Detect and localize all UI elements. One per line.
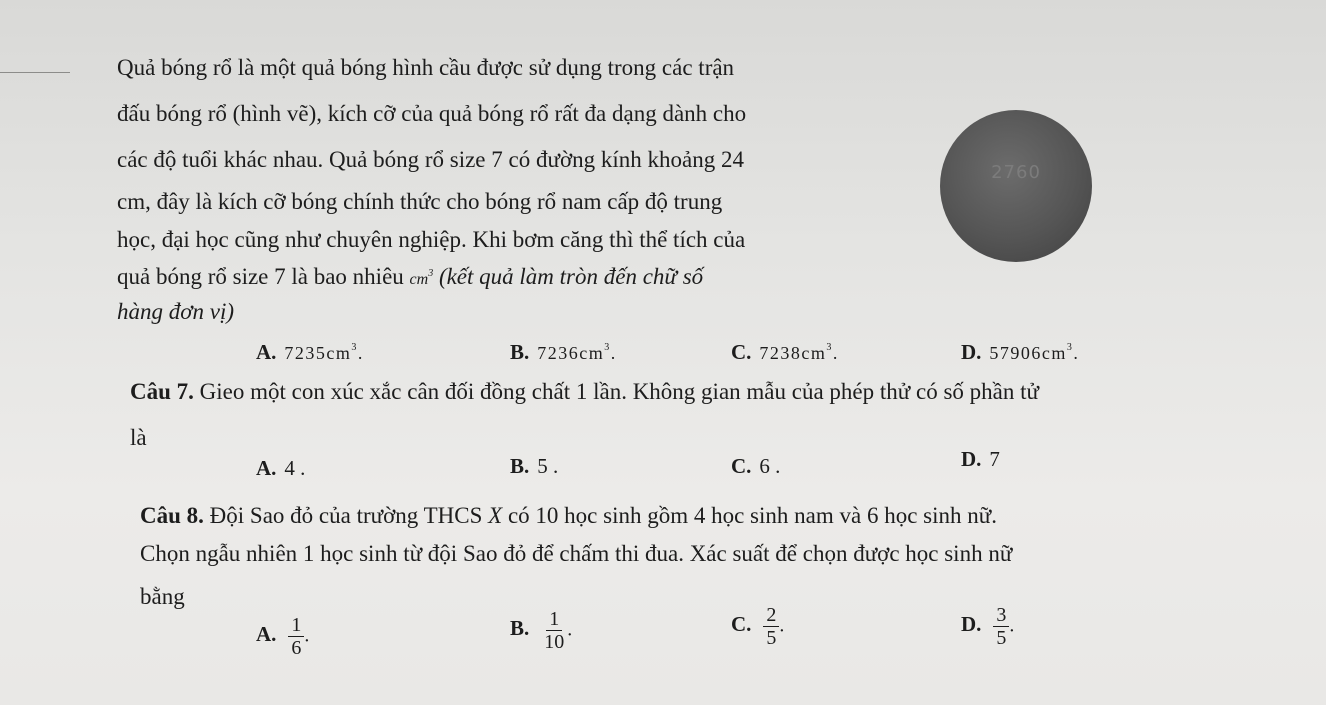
option-letter: A. bbox=[256, 456, 277, 480]
fraction-numerator: 2 bbox=[763, 604, 779, 627]
q6-unit-exp: 3 bbox=[428, 268, 434, 279]
q6-option-b bbox=[510, 334, 617, 367]
option-letter: A. bbox=[256, 622, 277, 647]
q8-option-b bbox=[510, 608, 572, 653]
q7-option-d bbox=[961, 445, 1000, 473]
option-letter: A. bbox=[256, 340, 277, 364]
q6-unit bbox=[409, 268, 434, 288]
option-letter: C. bbox=[731, 454, 752, 478]
fraction-numerator: 3 bbox=[993, 604, 1009, 627]
option-letter: B. bbox=[510, 454, 530, 478]
q8-school-x: X bbox=[488, 503, 503, 528]
q8-line-2: Chọn ngẫu nhiên 1 học sinh từ đội Sao đỏ để chấm thi đua. Xác suất để chọn được học sinh nữ bbox=[140, 541, 1013, 566]
fraction-denominator: 5 bbox=[996, 627, 1007, 649]
option-value: 4 . bbox=[284, 456, 306, 480]
option-tail: . bbox=[304, 624, 310, 647]
option-tail: . bbox=[832, 343, 839, 363]
q8-line-1 bbox=[140, 502, 997, 530]
fraction bbox=[993, 604, 1009, 649]
q6-line-1: Quả bóng rổ là một quả bóng hình cầu được sử dụng trong các trận bbox=[117, 55, 735, 80]
option-exp: 3 bbox=[604, 342, 611, 353]
q7-label: Câu 7. bbox=[130, 379, 194, 404]
q6-line-6-text: quả bóng rổ size 7 là bao nhiêu bbox=[117, 264, 404, 289]
option-tail: . bbox=[1009, 614, 1015, 637]
q6-unit-base: cm bbox=[409, 271, 429, 288]
q7-line-1 bbox=[130, 378, 1039, 406]
option-exp: 3 bbox=[1066, 342, 1074, 353]
option-letter: D. bbox=[961, 447, 982, 471]
q6-line-2: đấu bóng rổ (hình vẽ), kích cỡ của quả bóng rổ rất đa dạng dành cho bbox=[117, 101, 747, 126]
option-value: 7235cm bbox=[284, 343, 352, 363]
q7-text: Gieo một con xúc xắc cân đối đồng chất 1 lần. Không gian mẫu của phép thử có số phần tử bbox=[199, 379, 1039, 404]
q6-line-3: các độ tuổi khác nhau. Quả bóng rổ size 7 có đường kính khoảng 24 bbox=[117, 147, 744, 172]
fraction-denominator: 5 bbox=[766, 627, 777, 649]
q6-option-d bbox=[961, 334, 1079, 367]
fraction-numerator: 1 bbox=[546, 608, 562, 631]
q8-option-a bbox=[256, 614, 309, 659]
q8-line-3: bằng bbox=[140, 584, 185, 609]
q6-line-6 bbox=[117, 260, 703, 294]
q7-option-b bbox=[510, 452, 558, 480]
fraction-denominator: 10 bbox=[544, 631, 565, 653]
q8-text-before-x: Đội Sao đỏ của trường THCS bbox=[209, 503, 483, 528]
option-tail: . bbox=[1073, 343, 1080, 363]
fraction bbox=[288, 614, 304, 659]
option-letter: B. bbox=[510, 616, 530, 641]
q6-line-7: hàng đơn vị) bbox=[117, 299, 235, 324]
option-value: 57906cm bbox=[989, 343, 1067, 363]
option-letter: C. bbox=[731, 340, 752, 364]
top-margin-line bbox=[0, 72, 70, 73]
option-letter: C. bbox=[731, 612, 752, 637]
option-tail: . bbox=[357, 343, 364, 363]
fraction-numerator: 1 bbox=[288, 614, 304, 637]
basketball-print: 2760 bbox=[991, 162, 1041, 183]
q7-option-a bbox=[256, 454, 305, 482]
q6-rounding-note: (kết quả làm tròn đến chữ số bbox=[438, 264, 704, 289]
option-tail: . bbox=[610, 343, 617, 363]
q6-line-4: cm, đây là kích cỡ bóng chính thức cho bóng rổ nam cấp độ trung bbox=[117, 189, 723, 214]
option-value: 5 . bbox=[537, 454, 559, 478]
option-letter: D. bbox=[961, 612, 982, 637]
q8-text-after-x: có 10 học sinh gồm 4 học sinh nam và 6 học sinh nữ. bbox=[507, 503, 997, 528]
option-exp: 3 bbox=[826, 342, 833, 353]
basketball-image bbox=[940, 110, 1092, 262]
option-value: 7238cm bbox=[759, 343, 827, 363]
option-tail: . bbox=[779, 614, 785, 637]
q8-label: Câu 8. bbox=[140, 503, 204, 528]
option-value: 6 . bbox=[759, 454, 781, 478]
option-value: 7 bbox=[989, 447, 1000, 471]
q6-option-c bbox=[731, 334, 839, 367]
q8-option-d bbox=[961, 604, 1014, 649]
option-tail: . bbox=[567, 618, 573, 641]
q7-line-2: là bbox=[130, 425, 147, 450]
fraction-denominator: 6 bbox=[291, 637, 302, 659]
option-letter: D. bbox=[961, 340, 982, 364]
fraction bbox=[763, 604, 779, 649]
q6-option-a bbox=[256, 334, 364, 367]
q6-line-5: học, đại học cũng như chuyên nghiệp. Khi bơm căng thì thể tích của bbox=[117, 227, 746, 252]
option-exp: 3 bbox=[351, 342, 358, 353]
option-value: 7236cm bbox=[537, 343, 605, 363]
q8-option-c bbox=[731, 604, 784, 649]
fraction bbox=[541, 608, 567, 653]
option-letter: B. bbox=[510, 340, 530, 364]
q7-option-c bbox=[731, 452, 780, 480]
